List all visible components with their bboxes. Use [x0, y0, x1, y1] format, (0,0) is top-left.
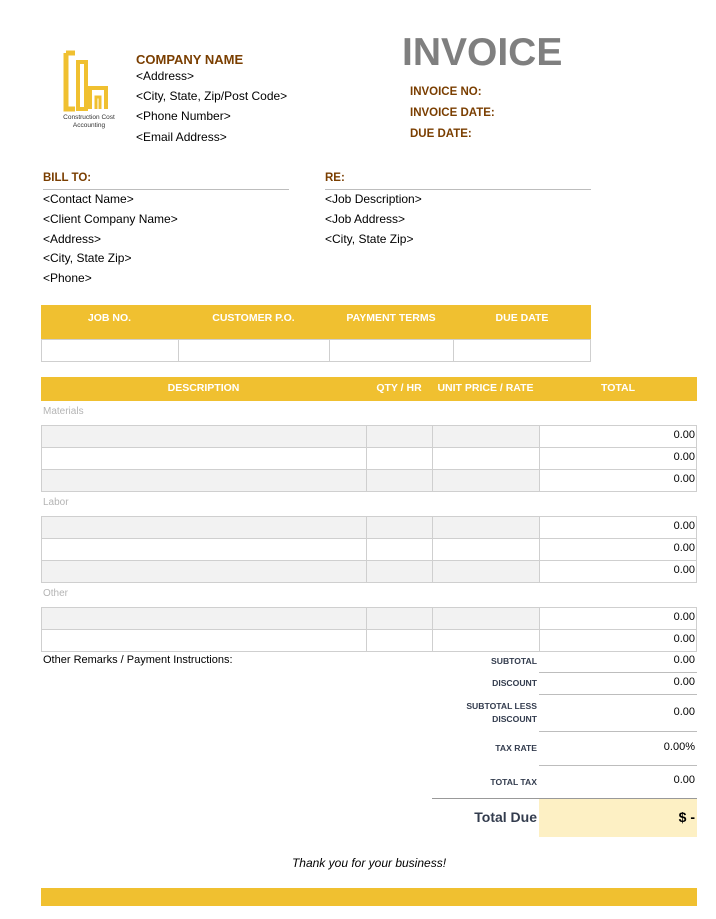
qty-cell[interactable]: [366, 629, 433, 652]
re-job-address: <Job Address>: [325, 212, 406, 226]
job-due-date-header: DUE DATE: [495, 312, 549, 324]
job-due-date-cell[interactable]: [453, 339, 591, 362]
table-row[interactable]: [41, 516, 697, 538]
due-date-label: DUE DATE:: [410, 128, 472, 140]
description-cell[interactable]: [41, 447, 367, 470]
customer-po-cell[interactable]: [178, 339, 330, 362]
table-row[interactable]: [41, 538, 697, 560]
discount-label: DISCOUNT: [492, 678, 537, 688]
bill-to-address: <Address>: [43, 232, 102, 246]
qty-cell[interactable]: [366, 538, 433, 561]
description-cell[interactable]: [41, 516, 367, 539]
unit-price-header: UNIT PRICE / RATE: [437, 382, 534, 394]
line-total: 0.00: [673, 429, 695, 441]
table-row[interactable]: [41, 447, 697, 469]
company-name: COMPANY NAME: [136, 52, 244, 67]
total-due-label: Total Due: [474, 809, 537, 825]
company-phone: <Phone Number>: [136, 109, 231, 123]
line-total: 0.00: [673, 611, 695, 623]
job-no-header: JOB NO.: [87, 312, 132, 324]
invoice-date-label: INVOICE DATE:: [410, 107, 495, 119]
section-materials: Materials: [43, 406, 84, 417]
unit-price-cell[interactable]: [432, 469, 540, 492]
total-tax-value: 0.00: [673, 774, 695, 786]
re-job-description: <Job Description>: [325, 192, 422, 206]
logo-text-line1: Construction Cost: [63, 114, 115, 121]
subtotal-less-divider: [539, 731, 697, 732]
section-labor: Labor: [43, 497, 69, 508]
invoice-title: INVOICE: [402, 31, 563, 74]
subtotal-less-value: 0.00: [673, 706, 695, 718]
tax-rate-divider: [539, 765, 697, 766]
qty-cell[interactable]: [366, 607, 433, 630]
line-total: 0.00: [673, 633, 695, 645]
line-total: 0.00: [673, 564, 695, 576]
table-row[interactable]: [41, 607, 697, 629]
description-cell[interactable]: [41, 560, 367, 583]
re-divider: [325, 189, 591, 190]
table-row[interactable]: [41, 629, 697, 651]
payment-terms-header: PAYMENT TERMS: [346, 312, 436, 324]
table-row[interactable]: [41, 425, 697, 447]
qty-cell[interactable]: [366, 425, 433, 448]
unit-price-cell[interactable]: [432, 425, 540, 448]
company-logo: [56, 50, 122, 132]
qty-cell[interactable]: [366, 516, 433, 539]
subtotal-value: 0.00: [673, 654, 695, 666]
unit-price-cell[interactable]: [432, 447, 540, 470]
company-city: <City, State, Zip/Post Code>: [136, 89, 288, 103]
qty-cell[interactable]: [366, 447, 433, 470]
re-label: RE:: [325, 172, 345, 184]
company-address: <Address>: [136, 69, 195, 83]
bill-to-label: BILL TO:: [43, 172, 92, 184]
table-row[interactable]: [41, 469, 697, 491]
invoice-no-label: INVOICE NO:: [410, 86, 482, 98]
discount-divider: [539, 694, 697, 695]
bill-to-city: <City, State Zip>: [43, 251, 132, 265]
description-cell[interactable]: [41, 469, 367, 492]
description-cell[interactable]: [41, 425, 367, 448]
total-due-value: $ -: [678, 809, 695, 825]
bill-to-contact: <Contact Name>: [43, 192, 134, 206]
unit-price-cell[interactable]: [432, 629, 540, 652]
description-cell[interactable]: [41, 538, 367, 561]
subtotal-less-label-2: DISCOUNT: [492, 714, 537, 724]
re-city: <City, State Zip>: [325, 232, 414, 246]
building-logo-icon: [56, 50, 122, 112]
thank-you-note: Thank you for your business!: [291, 856, 447, 870]
line-total: 0.00: [673, 473, 695, 485]
unit-price-cell[interactable]: [432, 560, 540, 583]
line-total: 0.00: [673, 451, 695, 463]
footer-bar: [41, 888, 697, 906]
qty-cell[interactable]: [366, 560, 433, 583]
unit-price-cell[interactable]: [432, 538, 540, 561]
subtotal-label: SUBTOTAL: [491, 656, 537, 666]
payment-terms-cell[interactable]: [329, 339, 454, 362]
company-email: <Email Address>: [136, 130, 227, 144]
job-no-cell[interactable]: [41, 339, 179, 362]
unit-price-cell[interactable]: [432, 516, 540, 539]
line-total: 0.00: [673, 520, 695, 532]
subtotal-less-label-1: SUBTOTAL LESS: [466, 701, 537, 711]
description-cell[interactable]: [41, 629, 367, 652]
bill-to-company: <Client Company Name>: [43, 212, 178, 226]
qty-header: QTY / HR: [376, 382, 422, 394]
tax-rate-value[interactable]: 0.00%: [663, 741, 695, 753]
tax-rate-label: TAX RATE: [495, 743, 537, 753]
qty-cell[interactable]: [366, 469, 433, 492]
description-cell[interactable]: [41, 607, 367, 630]
bill-to-phone: <Phone>: [43, 271, 92, 285]
unit-price-cell[interactable]: [432, 607, 540, 630]
customer-po-header: CUSTOMER P.O.: [212, 312, 295, 324]
subtotal-divider: [539, 672, 697, 673]
total-tax-label: TOTAL TAX: [490, 777, 537, 787]
section-other: Other: [43, 588, 69, 599]
remarks-label: Other Remarks / Payment Instructions:: [43, 654, 233, 666]
line-total: 0.00: [673, 542, 695, 554]
total-header: TOTAL: [600, 382, 636, 394]
logo-text-line2: Accounting: [72, 122, 106, 129]
description-header: DESCRIPTION: [167, 382, 240, 394]
table-row[interactable]: [41, 560, 697, 582]
bill-to-divider: [43, 189, 289, 190]
discount-value[interactable]: 0.00: [673, 676, 695, 688]
